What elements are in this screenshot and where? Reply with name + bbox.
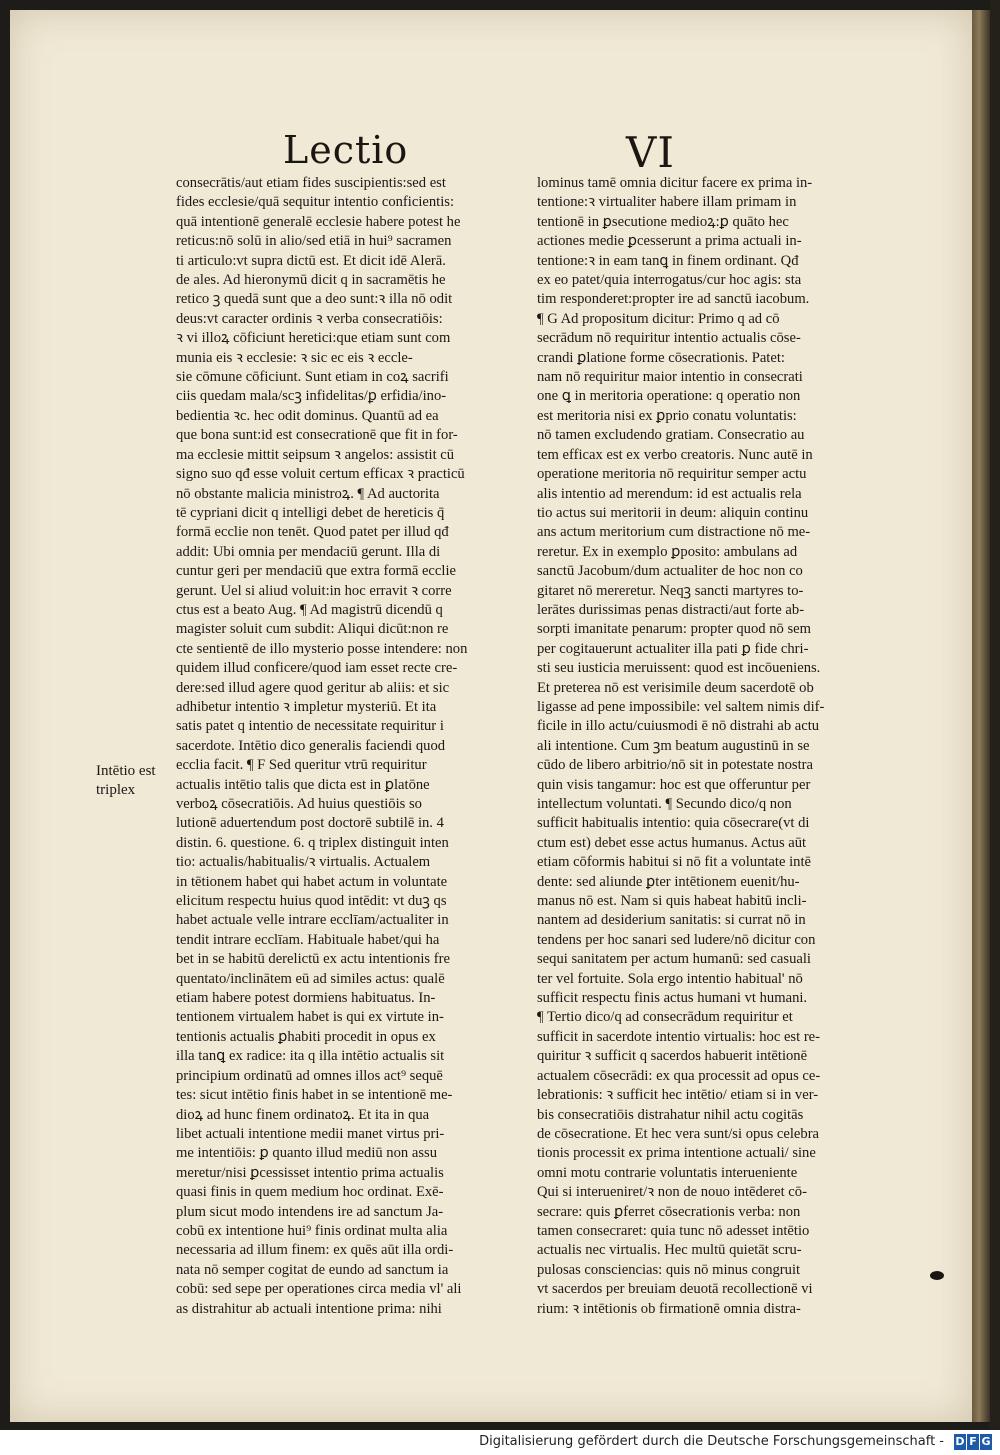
text-line: ¶ Tertio dico/q ad consecrādum requiritur et <box>537 1009 793 1026</box>
text-line: ꝛ vi illoꝝ cōficiunt heretici:que etiam sunt com <box>176 330 451 347</box>
text-line: tim responderet:propter ire ad sanctū iacobum. <box>537 291 810 308</box>
text-line: intellectum voluntati. ¶ Secundo dico/q non <box>537 796 792 812</box>
text-line: quidem illud conficere/quod iam esset recte cre- <box>176 660 458 677</box>
text-line: ligasse ad pene impossibile: vel saltem nimis dif- <box>537 698 825 715</box>
marginal-note <box>96 762 176 800</box>
ink-blot <box>930 1271 944 1280</box>
text-line: ma ecclesie mittit seipsum ꝛ angelos: assistit cū <box>176 446 455 463</box>
text-line: habet actuale velle intrare ecclīam/actualiter in <box>176 912 449 929</box>
text-line: libet actuali intentione medii manet virtus pri- <box>176 1125 445 1142</box>
text-line: sufficit respectu finis actus humani vt humani. <box>537 990 808 1007</box>
text-line: quā intentionē generalē ecclesie habere potest he <box>176 213 461 230</box>
text-line: tionis processit ex prima intentione actuali/ sine <box>537 1145 816 1162</box>
text-line: ctus est a beato Aug. ¶ Ad magistrū dicendū q <box>176 601 443 618</box>
text-line: de ales. Ad hieronymū dicit q in sacramētis he <box>176 272 446 289</box>
text-line: reticus:nō solū in alio/sed etiā in hui⁹ sacramen <box>176 233 452 250</box>
text-line: ciis quedam mala/scꝫ infidelitas/ꝑ erfidia/ino- <box>176 388 447 405</box>
text-line: ex eo patet/quia interrogatus/cur hoc agis: sta <box>537 272 802 289</box>
text-line: secrare: quis ꝑferret cōsecrationis verba: non <box>537 1203 801 1220</box>
text-line: as distrahitur ab actuali intentione prima: nihi <box>176 1300 442 1317</box>
text-line: bet in se habitū derelictū ex actu intentionis fre <box>176 951 450 968</box>
text-line: cūdo de libero arbitrio/nō sit in potestate nostra <box>537 757 813 774</box>
text-line: sufficit in sacerdote intentio virtualis: hoc est re- <box>537 1028 821 1045</box>
text-line: actualis nec virtualis. Hec multū quietāt scru- <box>537 1242 802 1259</box>
text-line: tē cypriani dicit q intelligi debet de hereticis q̄ <box>176 504 445 521</box>
text-line: cobū ex intentione hui⁹ finis ordinat multa alia <box>176 1222 448 1239</box>
text-line: est meritoria nisi ex ꝑprio conatu voluntatis: <box>537 407 797 424</box>
text-line: in tētionem habet qui habet actum in voluntate <box>176 873 448 890</box>
text-line: ecclia facit. ¶ F Sed queritur vtrū requiritur <box>176 757 427 774</box>
text-line: lominus tamē omnia dicitur facere ex prima in- <box>537 175 813 191</box>
text-line: ter vel fortuite. Sola ergo intentio habitual' nō <box>537 970 803 987</box>
text-line: one ꝗ in meritoria operatione: q operatio non <box>537 388 801 405</box>
text-line: nō tamen excludendo gratiam. Consecratio au <box>537 427 805 444</box>
text-line: ficile in illo actu/cuiusmodi ē nō distrahi ab actu <box>537 718 820 735</box>
text-line: nam nō requiritur maior intentio in consecrati <box>537 369 803 386</box>
text-line: actualis intētio talis que dicta est in ꝑlatōne <box>176 776 430 793</box>
text-line: quasi finis in quem medium hoc ordinat. Exē- <box>176 1184 444 1201</box>
text-line: bis consecratiōis distrahatur nihil actu cogitās <box>537 1106 804 1123</box>
text-line: crandi ꝑlatione forme cōsecrationis. Patet: <box>537 349 785 366</box>
dfg-logo-letter: D <box>955 1435 965 1448</box>
text-line: cuntur geri per mendaciū que extra formā ecclie <box>176 563 456 580</box>
text-line: tentionē in ꝑsecutione medioꝝ:ꝑ quāto hec <box>537 213 789 230</box>
text-line: illa tanꝗ ex radice: ita q illa intētio actualis sit <box>176 1048 445 1065</box>
text-line: tentione:ꝛ virtualiter habere illam primam in <box>537 194 797 211</box>
running-head-left: Lectio <box>283 128 409 172</box>
text-line: tendens per hoc sanari sed ludere/nō dicitur con <box>537 931 816 948</box>
text-line: me intentiōis: ꝑ quanto illud mediū non assu <box>176 1145 437 1162</box>
text-line: etiam cōformis habitui si nō fit a voluntate intē <box>537 854 811 871</box>
text-line: satis patet q intentio de necessitate requiritur i <box>176 718 444 735</box>
text-line: etiam habere potest dormiens habituatus. In- <box>176 990 436 1007</box>
text-line: verboꝝ cōsecratiōis. Ad huius questiōis so <box>176 796 422 812</box>
text-line: vt sacerdos per breuiam deuotā recollectionē vi <box>537 1281 813 1298</box>
text-line: magister soluit cum subdit: Aliqui dicūt:non re <box>176 621 449 638</box>
text-line: omni motu contrarie voluntatis interueniente <box>537 1164 798 1181</box>
text-line: cte sentientē de illo mysterio posse intendere: non <box>176 640 468 657</box>
dfg-logo-letter: F <box>967 1434 979 1450</box>
background-margin <box>990 0 1000 1455</box>
text-line: distin. 6. questione. 6. q triplex distinguit inten <box>176 834 449 851</box>
text-line: rium: ꝛ intētionis ob firmationē omnia distra- <box>537 1300 801 1317</box>
text-line: ans actum meritorium cum distractione nō me- <box>537 524 811 541</box>
text-line: necessaria ad illum finem: ex quēs aūt illa ordi- <box>176 1242 454 1259</box>
text-line: pulosas consciencias: quis nō minus congruit <box>537 1261 801 1278</box>
text-line: tio: actualis/habitualis/ꝛ virtualis. Actualem <box>176 854 431 871</box>
text-line: gerunt. Uel si aliud voluit:in hoc erravit ꝛ corre <box>176 582 452 599</box>
text-line: per cogitauerunt actualiter illa pati ꝑ fide chri- <box>537 640 809 657</box>
text-column-left <box>176 174 512 1319</box>
text-line: reretur. Ex in exemplo ꝑposito: ambulans ad <box>537 543 798 560</box>
text-line: gitaret nō mereretur. Neqꝫ sancti martyres to- <box>537 582 804 599</box>
text-line: tentionem virtualem habet is qui ex virtute in- <box>176 1009 444 1026</box>
text-line: deus:vt caracter ordinis ꝛ verba consecratiōis: <box>176 310 443 327</box>
text-line: quiritur ꝛ sufficit q sacerdos habuerit intētionē <box>537 1048 808 1065</box>
running-head-right: VI <box>626 128 675 177</box>
footer-credit: Digitalisierung gefördert durch die Deutsche Forschungsgemeinschaft - <box>479 1434 944 1449</box>
text-line: Qui si interueniret/ꝛ non de nouo intēderet cō- <box>537 1184 807 1201</box>
text-line: quin visis tangamur: hoc est que offeruntur per <box>537 776 811 793</box>
text-line: nantem ad desiderium sanitatis: si currat nō in <box>537 912 806 929</box>
text-line: addit: Ubi omnia per mendaciū gerunt. Illa di <box>176 543 441 560</box>
text-line: ti articulo:vt supra dictū est. Et dicit idē Alerā. <box>176 252 446 269</box>
text-line: operatione meritoria nō requiritur semper actu <box>537 466 807 483</box>
text-line: cobū: sed sepe per operationes circa media vl' ali <box>176 1281 462 1298</box>
text-line: que bona sunt:id est consecrationē que fit in for- <box>176 427 458 444</box>
text-line: consecrātis/aut etiam fides suscipientis:sed est <box>176 175 446 191</box>
text-line: nō obstante malicia ministroꝝ. ¶ Ad auctorita <box>176 485 440 502</box>
text-line: lutionē aduertendum post doctorē subtilē in. 4 <box>176 815 444 832</box>
text-line: dere:sed illud agere quod geritur ab aliis: et sic <box>176 679 450 696</box>
text-line: elicitum respectu huius quod intēdit: vt duꝫ qs <box>176 893 447 910</box>
page-edge <box>972 10 990 1422</box>
dfg-logo <box>954 1434 992 1450</box>
text-line: tendit intrare ecclīam. Habituale habet/qui ha <box>176 931 440 948</box>
text-line: ctum est) debet esse actus humanus. Actus aūt <box>537 834 807 851</box>
text-line: principium ordinatū ad omnes illos act⁹ sequē <box>176 1067 443 1084</box>
text-line: adhibetur intentio ꝛ impletur mysteriū. Et ita <box>176 698 437 715</box>
text-line: munia eis ꝛ ecclesie: ꝛ sic ec eis ꝛ eccle- <box>176 349 413 366</box>
marginal-note-line: triplex <box>96 782 136 798</box>
text-line: tem efficax est ex verbo creatoris. Nunc autē in <box>537 446 813 463</box>
text-line: sufficit habitualis intentio: quia cōsecrare(vt di <box>537 815 810 832</box>
text-line: sacerdote. Intētio dico generalis faciendi quod <box>176 737 446 754</box>
text-line: meretur/nisi ꝑcessisset intentio prima actualis <box>176 1164 444 1181</box>
text-line: quentato/inclinātem eū ad similes actus: qualē <box>176 970 445 987</box>
text-line: alis intentio ad merendum: id est actualis rela <box>537 485 802 502</box>
text-line: dente: sed aliunde ꝑter intētionem euenit/hu- <box>537 873 800 890</box>
text-line: sanctū Jacobum/dum actualiter de hoc non co <box>537 563 803 580</box>
text-line: Et preterea nō est verisimile deum sacerdotē ob <box>537 679 814 696</box>
text-line: sorpti imanitate penarum: propter quod nō sem <box>537 621 811 638</box>
text-line: retico ꝫ quedā sunt que a deo sunt:ꝛ illa nō odit <box>176 291 453 308</box>
text-line: nata nō semper cogitat de eundo ad sanctum ia <box>176 1261 449 1278</box>
text-line: signo suo qđ esse voluit certum efficax ꝛ practicū <box>176 466 465 483</box>
text-line: tentionis actualis ꝑhabiti procedit in opus ex <box>176 1028 436 1045</box>
text-column-right <box>537 174 875 1319</box>
text-line: lebrationis: ꝛ sufficit hec intētio/ etiam si in ver- <box>537 1087 819 1104</box>
text-line: secrādum nō requiritur intentio actualis cōse- <box>537 330 801 347</box>
text-line: sequi sanitatem per actum humanū: sed casuali <box>537 951 811 968</box>
text-line: actiones medie ꝑcesserunt a prima actuali in- <box>537 233 802 250</box>
text-line: tamen consecraret: quia tunc nō adesset intētio <box>537 1222 810 1239</box>
text-line: fides ecclesie/quā sequitur intentio conficientis: <box>176 194 455 211</box>
footer-bar <box>0 1430 1000 1455</box>
text-line: tes: sicut intētio finis habet in se intentionē me- <box>176 1087 453 1104</box>
text-line: lerātes durissimas penas distracti/aut forte ab- <box>537 601 805 618</box>
text-line: ali intentione. Cum ꝫm beatum augustinū in se <box>537 737 810 754</box>
text-line: tentione:ꝛ in eam tanꝗ in finem ordinant. Qđ <box>537 252 799 269</box>
marginal-note-line: Intētio est <box>96 763 156 779</box>
text-line: sie cōmune cōficiunt. Sunt etiam in coꝝ sacrifi <box>176 369 449 386</box>
text-line: ¶ G Ad propositum dicitur: Primo q ad cō <box>537 310 780 327</box>
text-line: dioꝝ ad hunc finem ordinatoꝝ. Et ita in qua <box>176 1106 430 1123</box>
text-line: plum sicut modo intendens ire ad sanctum Ja- <box>176 1203 444 1220</box>
text-line: formā ecclie non tenēt. Quod patet per illud qđ <box>176 524 449 541</box>
text-line: bedientia ꝛc. hec odit dominus. Quantū ad ea <box>176 407 439 424</box>
dfg-logo-letter: G <box>981 1435 991 1448</box>
text-line: tio actus sui meritorii in deum: aliquin continu <box>537 504 809 521</box>
text-line: sti seu iusticia meruissent: quod est incōueniens. <box>537 660 821 677</box>
text-line: de cōsecratione. Et hec vera sunt/si opus celebra <box>537 1125 820 1142</box>
text-line: manus nō est. Nam si quis habeat habitū incli- <box>537 893 807 910</box>
text-line: actualem cōsecrādi: ex qua processit ad opus ce- <box>537 1067 821 1084</box>
